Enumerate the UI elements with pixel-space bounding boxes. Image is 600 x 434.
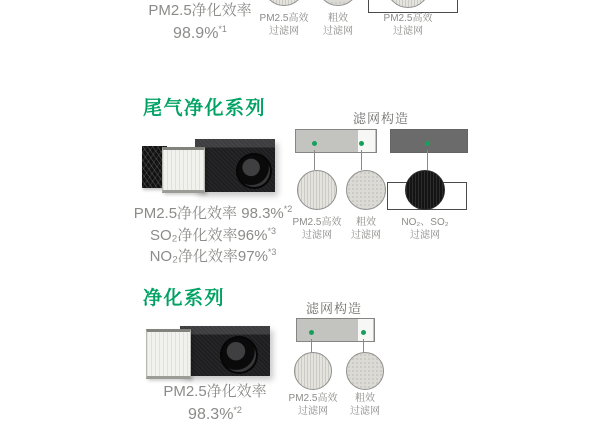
filter-label: 粗效 过滤网 <box>350 393 380 417</box>
connector-line <box>427 150 428 170</box>
white-filter-panel <box>146 329 191 379</box>
connector-line <box>361 150 362 170</box>
connector-line <box>311 339 312 353</box>
stat-line: SO₂净化效率96%$^{*3}$ <box>149 225 277 244</box>
marker-dot <box>425 141 430 146</box>
efficiency-value <box>125 401 305 424</box>
air-outlet <box>220 336 258 374</box>
marker-dot <box>361 330 366 335</box>
footnote-marker: *1 <box>218 23 227 34</box>
marker-dot <box>312 141 317 146</box>
structure-label: 滤网构造 <box>352 111 409 126</box>
section-title-exhaust: 尾气净化系列 <box>143 98 267 119</box>
filter-label: PM2.5高效 过滤网 <box>383 13 433 37</box>
exhaust-efficiency-stats <box>118 201 308 266</box>
purify-efficiency-stats <box>125 383 305 424</box>
footnote-marker: *2 <box>283 204 293 214</box>
efficiency-number: 98.9% <box>173 24 219 42</box>
efficiency-number: 98.3% <box>188 405 234 423</box>
section-title-purify: 净化系列 <box>143 288 226 309</box>
coarse-filter-circle <box>317 0 359 6</box>
filter-label: NO₂、SO₂ 过滤网 <box>401 217 449 241</box>
marker-dot <box>309 330 314 335</box>
coarse-filter-circle <box>346 170 386 210</box>
structure-label: 滤网构造 <box>305 301 362 316</box>
footnote-marker: *3 <box>267 225 277 236</box>
footnote-marker: *2 <box>233 404 242 415</box>
filter-label: PM2.5高效 过滤网 <box>288 393 338 417</box>
purifier-photo <box>140 322 292 380</box>
filter-label: 粗效 过滤网 <box>323 13 353 37</box>
stat-line: NO₂净化效率97%$^{*3}$ <box>149 247 277 265</box>
exhaust-purifier-photo <box>140 138 292 196</box>
marker-dot <box>359 141 364 146</box>
carbon-filter-circle <box>405 170 445 210</box>
stat-line: PM2.5净化效率 98.3%$^{*2}$ <box>133 204 293 222</box>
efficiency-label: PM2.5净化效率 <box>163 383 267 400</box>
air-outlet <box>236 153 272 189</box>
filter-label: PM2.5高效 过滤网 <box>259 13 309 37</box>
filter-label: 粗效 过滤网 <box>351 217 381 241</box>
filter-label: PM2.5高效 过滤网 <box>292 217 342 241</box>
filter-stack-bar <box>295 129 377 153</box>
efficiency-label: PM2.5净化效率 <box>148 2 252 19</box>
coarse-filter-circle <box>346 352 384 390</box>
footnote-marker: *3 <box>267 247 277 257</box>
connector-line <box>314 150 315 170</box>
white-filter-panel <box>162 147 205 193</box>
connector-line <box>363 339 364 353</box>
